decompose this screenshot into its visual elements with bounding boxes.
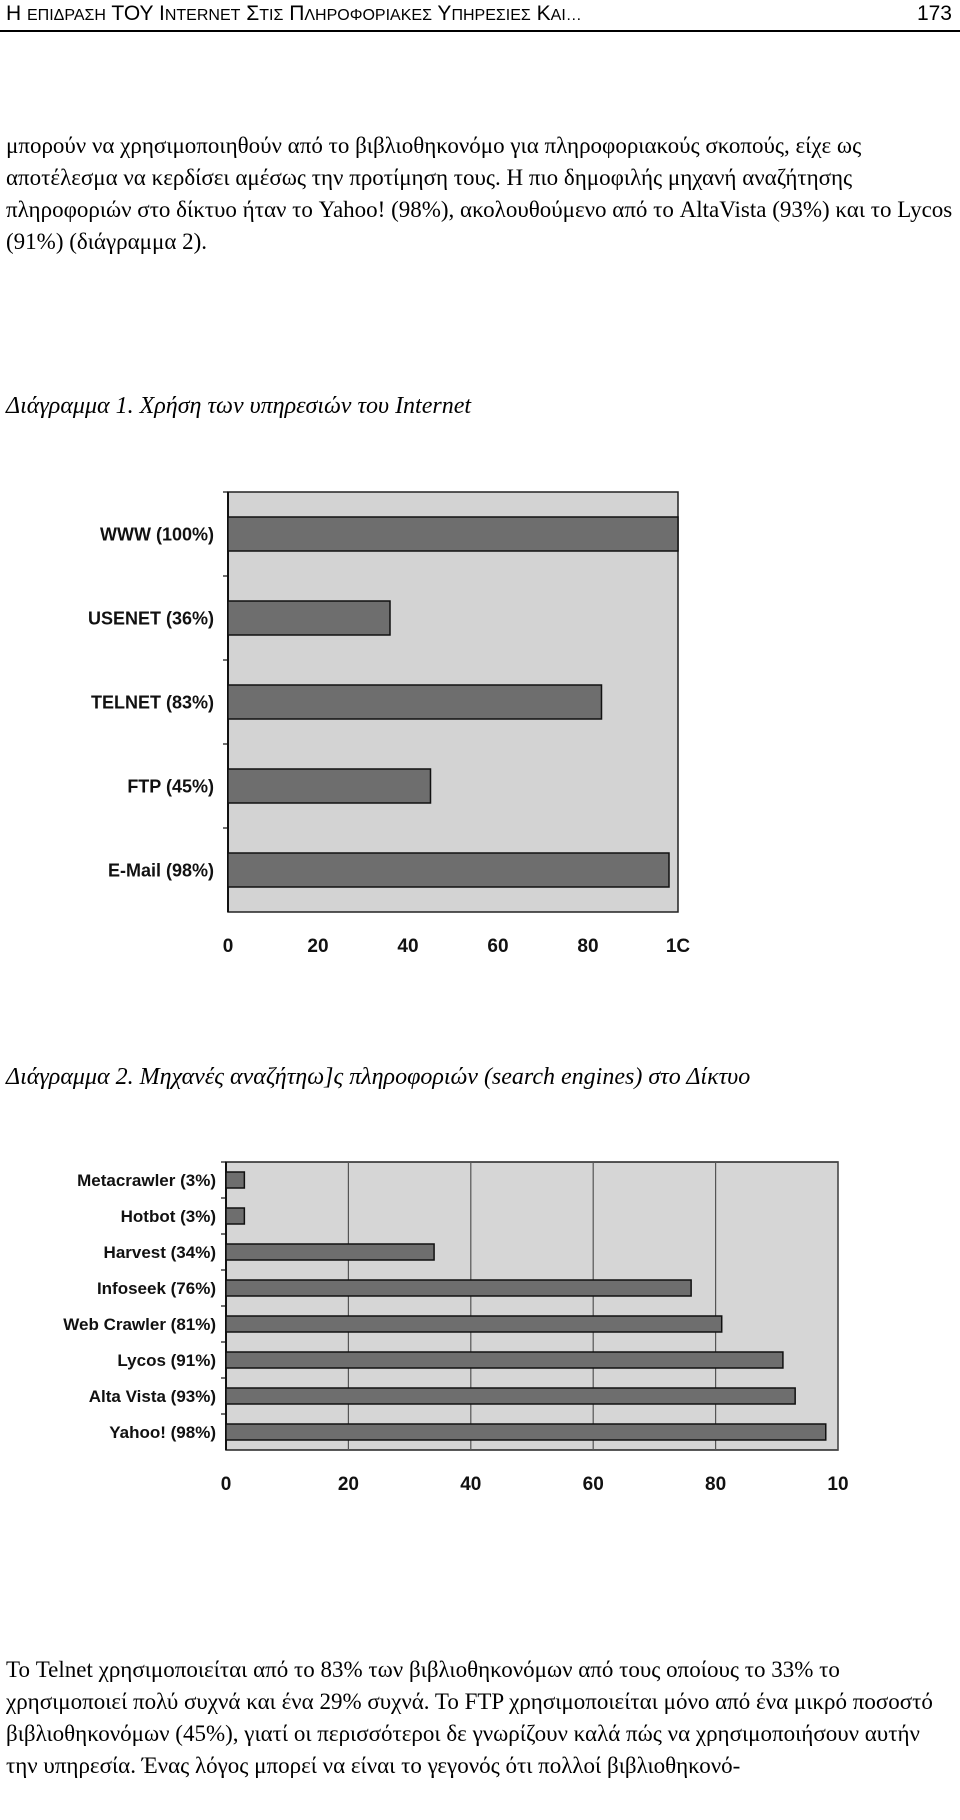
chart2-bar bbox=[226, 1244, 434, 1260]
chart1-x-tick-label: 1C bbox=[665, 936, 691, 957]
chart2-x-tick-label: 0 bbox=[220, 1474, 232, 1495]
chart2-category-label: Alta Vista (93%) bbox=[88, 1387, 216, 1407]
chart1-x-tick-label: 40 bbox=[397, 936, 419, 957]
chart2-plot-area bbox=[226, 1162, 838, 1450]
chart1-x-tick-label: 80 bbox=[577, 936, 599, 957]
chart2-x-tick-label: 10 bbox=[827, 1474, 849, 1495]
chart2-x-tick-label: 60 bbox=[582, 1474, 604, 1495]
chart2-category-label: Yahoo! (98%) bbox=[109, 1423, 216, 1443]
chart-1-caption: Διάγραμμα 1. Χρήση των υπηρεσιών του Internet bbox=[6, 393, 472, 419]
page-number: 173 bbox=[916, 2, 952, 25]
chart2-bar bbox=[226, 1280, 691, 1296]
outro-paragraph: Το Telnet χρησιμοποιείται από το 83% των βιβλιοθηκονόμων από τους οποίους το 33% το χρησιμοποιεί πολύ συχνά και ένα 29% συχνά. Το FTP χρησιμοποιείται μόνο από ένα μικρό ποσοστό βιβλιοθηκονόμων (45%), γιατί οι περισσότεροι δε γνωρίζουν καλά πώς να χρησιμοποιήσουν αυτήν την υπηρεσία. Ένας λόγος μπορεί να είναι το γεγονός ότι πολλοί βιβλιοθηκονό- bbox=[6, 1657, 933, 1778]
chart2-bar bbox=[226, 1316, 722, 1332]
chart2-bar bbox=[226, 1424, 826, 1440]
chart2-bar bbox=[226, 1388, 795, 1404]
chart2-category-label: Infoseek (76%) bbox=[96, 1279, 216, 1299]
chart-1-internet-services bbox=[0, 488, 960, 968]
chart2-x-tick-label: 40 bbox=[460, 1474, 482, 1495]
chart2-x-tick-label: 80 bbox=[705, 1474, 727, 1495]
chart1-category-label: E-Mail (98%) bbox=[107, 860, 214, 881]
chart1-category-label: WWW (100%) bbox=[100, 524, 214, 545]
chart2-category-label: Web Crawler (81%) bbox=[63, 1315, 216, 1335]
intro-paragraph: μπορούν να χρησιμοποιηθούν από το βιβλιοθηκονόμο για πληροφοριακούς σκοπούς, είχε ως αποτέλεσμα να κερδίσει αμέσως την προτίμηση τους. Η πιο δημοφιλής μηχανή αναζήτησης πληροφοριών στο δίκτυο ήταν το Yahoo! (98%), ακολουθούμενο από το AltaVista (93%) και το Lycos (91%) (διάγραμμα 2). bbox=[6, 133, 953, 254]
header-rule bbox=[0, 30, 960, 32]
chart1-x-tick-label: 0 bbox=[222, 936, 234, 957]
running-title: Η ΕΠΙΔΡΑΣΗ ΤΟΥ ΙNTERNET ΣΤΙΣ ΠΛΗΡΟΦΟΡΙΑΚΕΣ ΥΠΗΡΕΣΙΕΣ ΚΑΙ… bbox=[6, 2, 582, 25]
chart-2-caption: Διάγραμμα 2. Μηχανές αναζήτηω]ς πληροφοριών (search engines) στο Δίκτυο bbox=[6, 1064, 751, 1090]
chart2-bar bbox=[226, 1352, 783, 1368]
chart1-bar bbox=[228, 685, 602, 719]
chart1-x-tick-label: 20 bbox=[307, 936, 329, 957]
chart1-bar bbox=[228, 601, 390, 635]
chart2-x-tick-label: 20 bbox=[337, 1474, 359, 1495]
chart1-category-label: USENET (36%) bbox=[87, 608, 214, 629]
chart2-bar bbox=[226, 1208, 244, 1224]
chart1-category-label: TELNET (83%) bbox=[90, 692, 214, 713]
chart2-category-label: Hotbot (3%) bbox=[120, 1207, 216, 1227]
chart1-x-tick-label: 60 bbox=[487, 936, 509, 957]
chart-2-search-engines bbox=[0, 1158, 960, 1508]
running-header bbox=[6, 2, 952, 30]
chart1-bar bbox=[228, 853, 669, 887]
chart2-category-label: Metacrawler (3%) bbox=[77, 1171, 216, 1191]
chart1-bar bbox=[228, 769, 431, 803]
chart1-bar bbox=[228, 517, 678, 551]
chart2-bar bbox=[226, 1172, 244, 1188]
chart1-category-label: FTP (45%) bbox=[127, 776, 214, 797]
chart2-category-label: Harvest (34%) bbox=[103, 1243, 216, 1263]
chart2-category-label: Lycos (91%) bbox=[117, 1351, 216, 1371]
